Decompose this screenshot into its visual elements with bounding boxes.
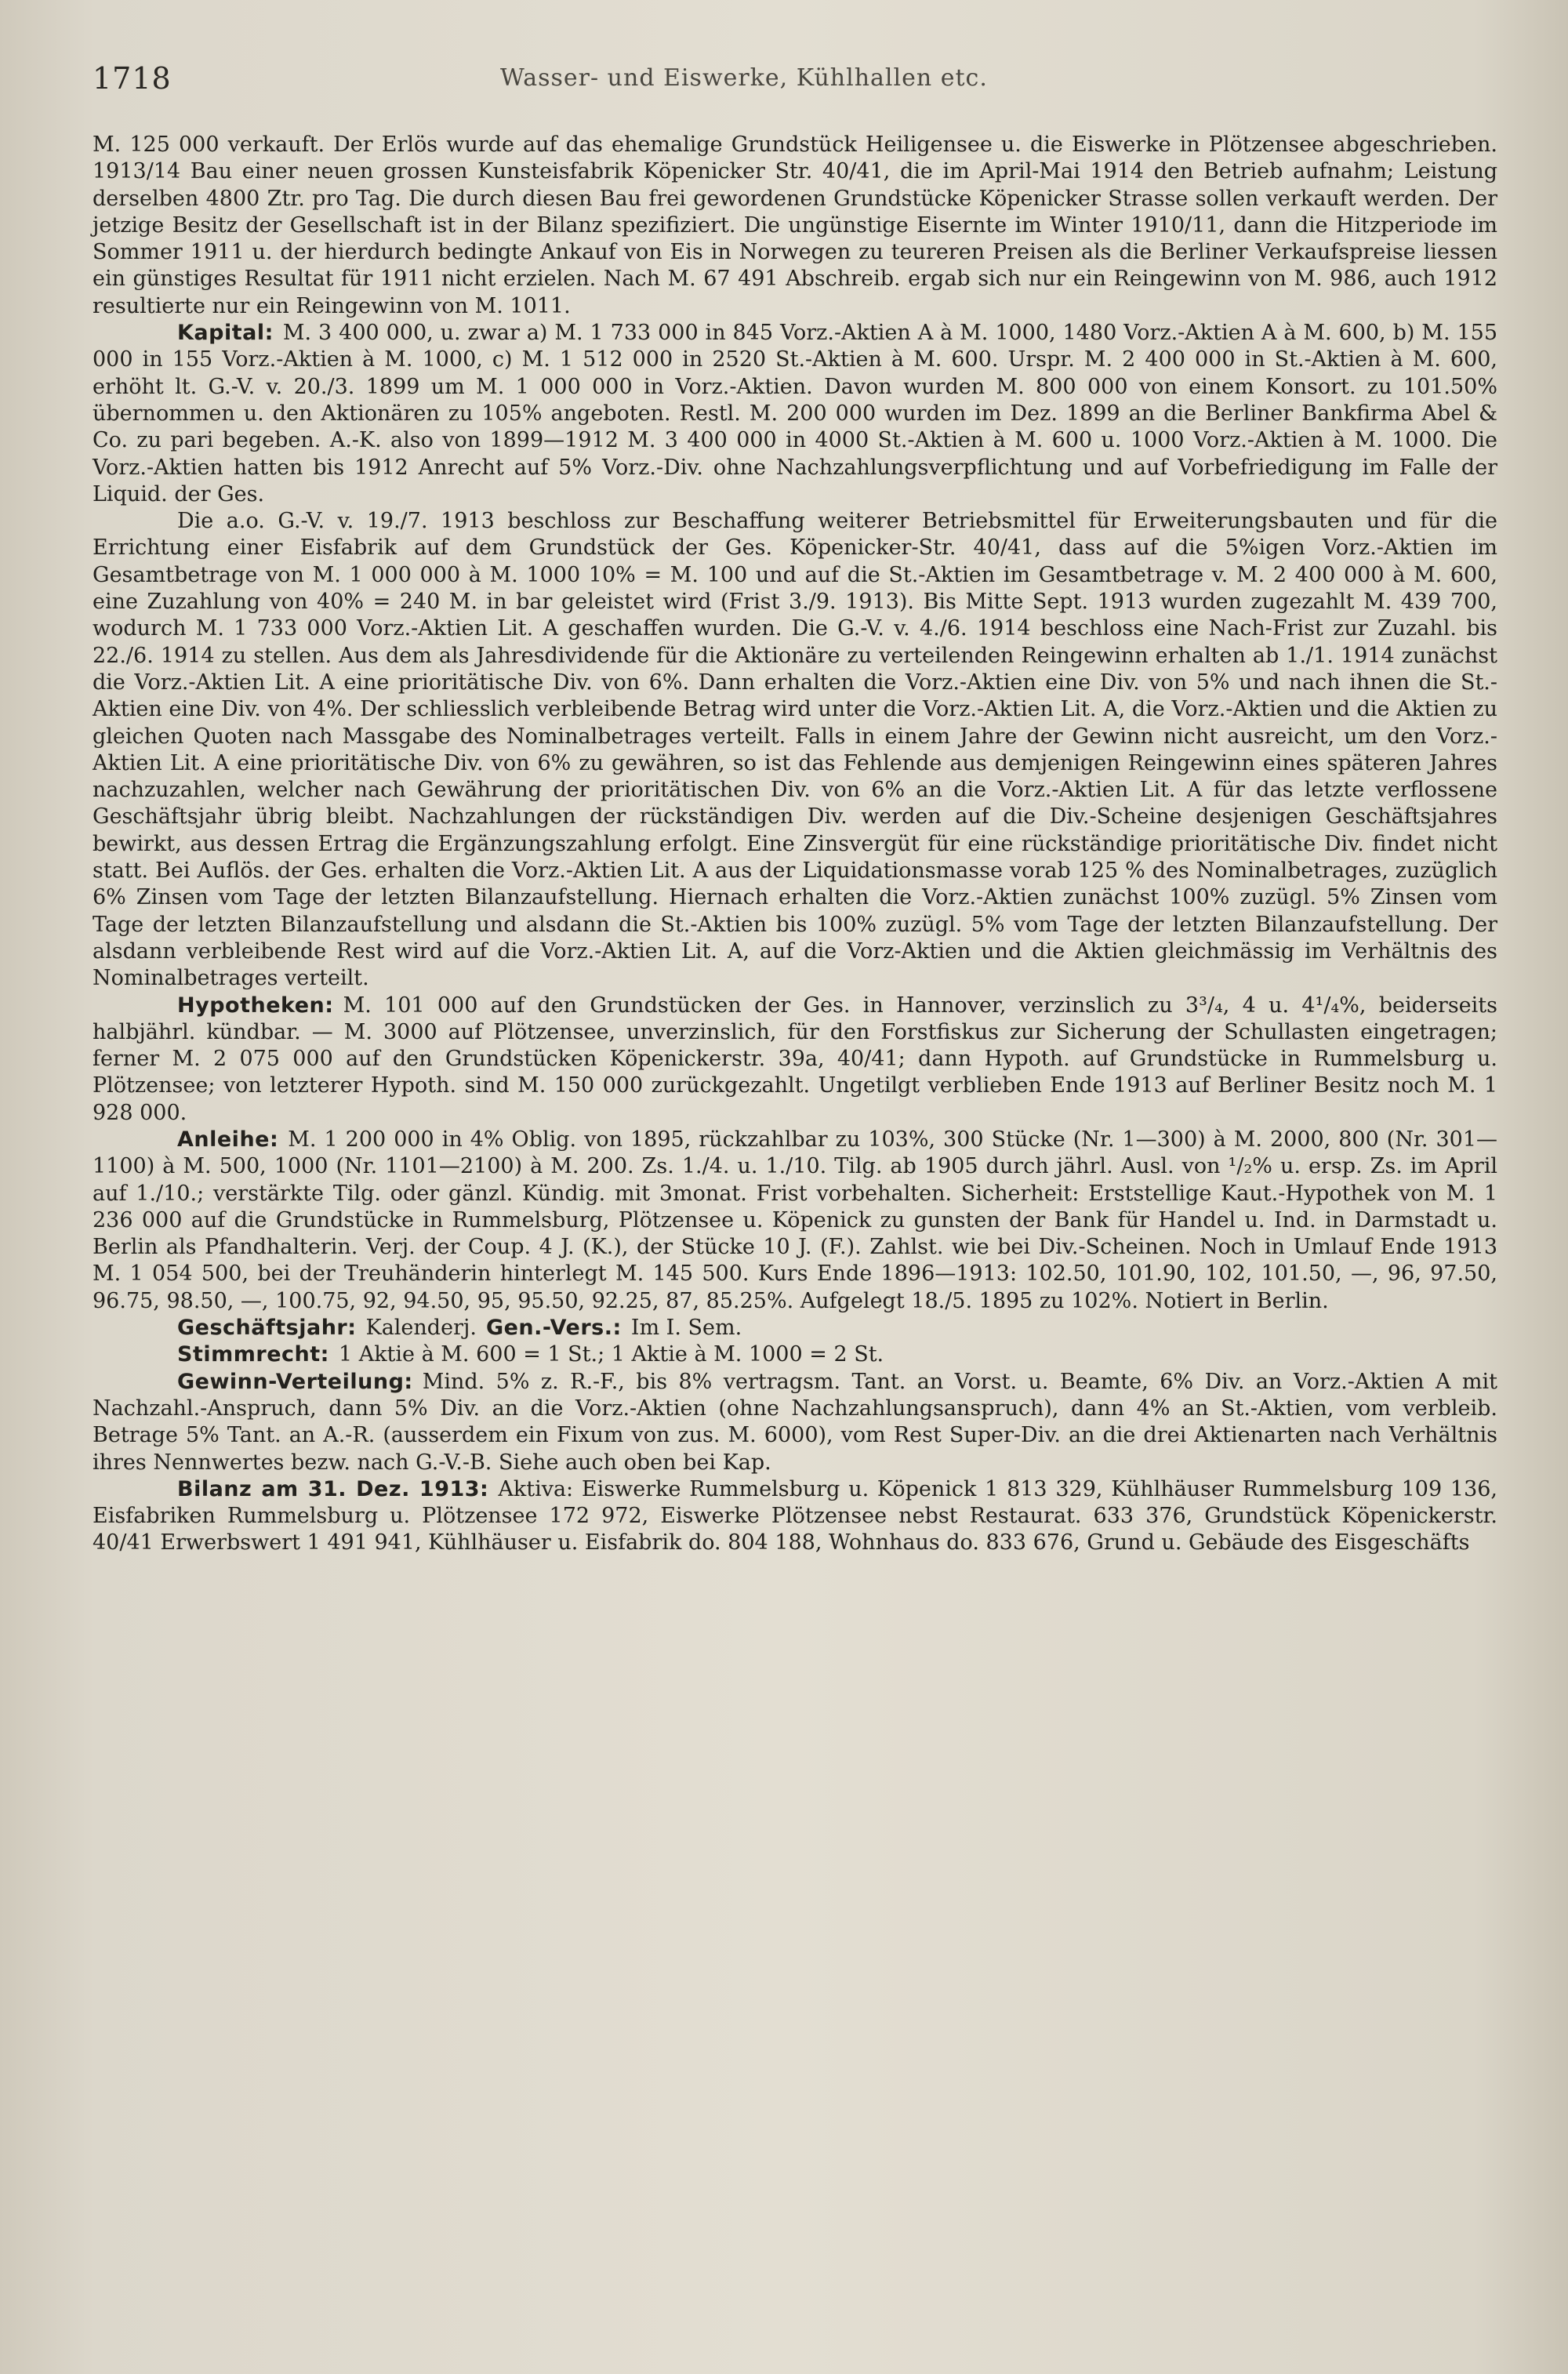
page-header <box>93 61 1521 100</box>
paragraph-text: Aktiva: Eiswerke Rummelsburg u. Köpenick 1 813 329, Kühlhäuser Rummelsburg 109 136, Eisfabriken Rummelsburg u. Plötzensee 172 972, Eiswerke Plötzensee nebst Restaurat. 633 376, Grundstück Köpenickerstr. 40/41 Erwerbswert 1 491 941, Kühlhäuser u. Eisfabrik do. 804 188, Wohnhaus do. 833 676, Grund u. Gebäude des Eisgeschäfts <box>93 1476 1498 1555</box>
section-lead-geschaeftsjahr: Geschäftsjahr: <box>177 1316 357 1341</box>
paragraph-hypotheken <box>93 993 1497 1127</box>
paragraph-text: M. 101 000 auf den Grundstücken der Ges. in Hannover, verzinslich zu 3³/₄, 4 u. 4¹/₄%, beiderseits halbjährl. kündbar. — M. 3000 auf Plötzensee, unverzinslich, für den Forstfiskus zur Sicherung der Schullasten eingetragen; ferner M. 2 075 000 auf den Grundstücken Köpenickerstr. 39a, 40/41; dann Hypoth. auf Grundstücke in Rummelsburg u. Plötzensee; von letzterer Hypoth. sind M. 150 000 zurückgezahlt. Ungetilgt verblieben Ende 1913 auf Berliner Besitz noch M. 1 928 000. <box>93 993 1497 1125</box>
paragraph-kapital <box>93 320 1497 508</box>
paragraph-text: 1 Aktie à M. 600 = 1 St.; 1 Aktie à M. 1000 = 2 St. <box>338 1342 884 1367</box>
paragraph-text: Kalenderj. <box>365 1316 477 1341</box>
paragraph-anleihe <box>93 1127 1497 1315</box>
paragraph-geschaeftsjahr <box>93 1315 1497 1341</box>
document-body <box>93 132 1497 1557</box>
section-lead-kapital: Kapital: <box>177 321 274 346</box>
paragraph-text: M. 3 400 000, u. zwar a) M. 1 733 000 in 845 Vorz.-Aktien A à M. 1000, 1480 Vorz.-Aktien A à M. 600, b) M. 155 000 in 155 Vorz.-Aktien à M. 1000, c) M. 1 512 000 in 2520 St.-Aktien à M. 600. Urspr. M. 2 400 000 in St.-Aktien à M. 600, erhöht lt. G.-V. v. 20./3. 1899 um M. 1 000 000 in Vorz.-Aktien. Davon wurden M. 800 000 von einem Konsort. zu 101.50% übernommen u. den Aktionären zu 105% angeboten. Restl. M. 200 000 wurden im Dez. 1899 an die Berliner Bankfirma Abel & Co. zu pari begeben. A.-K. also von 1899—1912 M. 3 400 000 in 4000 St.-Aktien à M. 600 u. 1000 Vorz.-Aktien à M. 1000. Die Vorz.-Aktien hatten bis 1912 Anrecht auf 5% Vorz.-Div. ohne Nachzahlungsverpflichtung und auf Vorbefriedigung im Falle der Liquid. der Ges. <box>93 321 1497 506</box>
paragraph-bilanz <box>93 1476 1497 1557</box>
paragraph-text: Mind. 5% z. R.-F., bis 8% vertragsm. Tant. an Vorst. u. Beamte, 6% Div. an Vorz.-Aktien A mit Nachzahl.-Anspruch, dann 5% Div. an die Vorz.-Aktien (ohne Nachzahlungsanspruch), dann 4% an St.-Aktien, vom verbleib. Betrage 5% Tant. an A.-R. (ausserdem ein Fixum von zus. M. 6000), vom Rest Super-Div. an die drei Aktienarten nach Verhältnis ihres Nennwertes bezw. nach G.-V.-B. Siehe auch oben bei Kap. <box>93 1369 1497 1475</box>
paragraph-gv-beschluss <box>93 508 1497 992</box>
section-lead-anleihe: Anleihe: <box>177 1127 279 1152</box>
section-lead-stimmrecht: Stimmrecht: <box>177 1342 329 1367</box>
section-lead-gewinn-verteilung: Gewinn-Verteilung: <box>177 1369 413 1394</box>
paragraph-intro <box>93 132 1497 320</box>
paragraph-text: M. 1 200 000 in 4% Oblig. von 1895, rückzahlbar zu 103%, 300 Stücke (Nr. 1—300) à M. 2000, 800 (Nr. 301—1100) à M. 500, 1000 (Nr. 1101—2100) à M. 200. Zs. 1./4. u. 1./10. Tilg. ab 1905 durch jährl. Ausl. von ¹/₂% u. ersp. Zs. im April auf 1./10.; verstärkte Tilg. oder gänzl. Kündig. mit 3monat. Frist vorbehalten. Sicherheit: Erststellige Kaut.-Hypothek von M. 1 236 000 auf die Grundstücke in Rummelsburg, Plötzensee u. Köpenick zu gunsten der Bank für Handel u. Ind. in Darmstadt u. Berlin als Pfandhalterin. Verj. der Coup. 4 J. (K.), der Stücke 10 J. (F.). Zahlst. wie bei Div.-Scheinen. Noch in Umlauf Ende 1913 M. 1 054 500, bei der Treuhänderin hinterlegt M. 145 500. Kurs Ende 1896—1913: 102.50, 101.90, 102, 101.50, —, 96, 97.50, 96.75, 98.50, —, 100.75, 92, 94.50, 95, 95.50, 92.25, 87, 85.25%. Aufgelegt 18./5. 1895 zu 102%. Notiert in Berlin. <box>93 1127 1497 1313</box>
section-lead-gen-vers: Gen.-Vers.: <box>485 1316 622 1341</box>
paragraph-text: Im I. Sem. <box>630 1316 742 1341</box>
section-lead-bilanz: Bilanz am 31. Dez. 1913: <box>177 1476 489 1501</box>
page-number: 1718 <box>93 61 172 96</box>
paragraph-text: M. 125 000 verkauft. Der Erlös wurde auf das ehemalige Grundstück Heiligensee u. die Eiswerke in Plötzensee abgeschrieben. 1913/14 Bau einer neuen grossen Kunsteisfabrik Köpenicker Str. 40/41, die im April-Mai 1914 den Betrieb aufnahm; Leistung derselben 4800 Ztr. pro Tag. Die durch diesen Bau frei gewordenen Grundstücke Köpenicker Strasse sollen verkauft werden. Der jetzige Besitz der Gesellschaft ist in der Bilanz spezifiziert. Die ungünstige Eisernte im Winter 1910/11, dann die Hitzperiode im Sommer 1911 u. der hierdurch bedingte Ankauf von Eis in Norwegen zu teureren Preisen als die Berliner Verkaufspreise liessen ein günstiges Resultat für 1911 nicht erzielen. Nach M. 67 491 Abschreib. ergab sich nur ein Reingewinn von M. 986, auch 1912 resultierte nur ein Reingewinn von M. 1011. <box>93 132 1497 318</box>
running-head: Wasser- und Eiswerke, Kühlhallen etc. <box>500 64 988 92</box>
paragraph-gewinn-verteilung <box>93 1369 1497 1476</box>
paragraph-stimmrecht <box>93 1341 1497 1368</box>
paragraph-text: Die a.o. G.-V. v. 19./7. 1913 beschloss zur Beschaffung weiterer Betriebsmittel für Erweiterungsbauten und für die Errichtung einer Eisfabrik auf dem Grundstück der Ges. Köpenicker-Str. 40/41, dass auf die 5%igen Vorz.-Aktien im Gesamtbetrage von M. 1 000 000 à M. 1000 10% = M. 100 und auf die St.-Aktien im Gesamtbetrage v. M. 2 400 000 à M. 600, eine Zuzahlung von 40% = 240 M. in bar geleistet wird (Frist 3./9. 1913). Bis Mitte Sept. 1913 wurden zugezahlt M. 439 700, wodurch M. 1 733 000 Vorz.-Aktien Lit. A geschaffen wurden. Die G.-V. v. 4./6. 1914 beschloss eine Nach-Frist zur Zuzahl. bis 22./6. 1914 zu stellen. Aus dem als Jahresdividende für die Aktionäre zu verteilenden Reingewinn erhalten ab 1./1. 1914 zunächst die Vorz.-Aktien Lit. A eine prioritätische Div. von 6%. Dann erhalten die Vorz.-Aktien eine Div. von 5% und nach ihnen die St.-Aktien eine Div. von 4%. Der schliesslich verbleibende Betrag wird unter die Vorz.-Aktien Lit. A, die Vorz.-Aktien und die Aktien zu gleichen Quoten nach Massgabe des Nominalbetrages verteilt. Falls in einem Jahre der Gewinn nicht ausreicht, um den Vorz.-Aktien Lit. A eine prioritätische Div. von 6% zu gewähren, so ist das Fehlende aus demjenigen Reingewinn eines späteren Jahres nachzuzahlen, welcher nach Gewährung der prioritätischen Div. von 6% an die Vorz.-Aktien Lit. A für das letzte verflossene Geschäftsjahr übrig bleibt. Nachzahlungen der rückständigen Div. werden auf die Div.-Scheine desjenigen Geschäftsjahres bewirkt, aus dessen Ertrag die Ergänzungszahlung erfolgt. Eine Zinsvergüt für eine rückständige prioritätische Div. findet nicht statt. Bei Auflös. der Ges. erhalten die Vorz.-Aktien Lit. A aus der Liquidationsmasse vorab 125 % des Nominalbetrages, zuzüglich 6% Zinsen vom Tage der letzten Bilanzaufstellung. Hiernach erhalten die Vorz.-Aktien zunächst 100% zuzügl. 5% Zinsen vom Tage der letzten Bilanzaufstellung und alsdann die St.-Aktien bis 100% zuzügl. 5% vom Tage der letzten Bilanzaufstellung. Der alsdann verbleibende Rest wird auf die Vorz.-Aktien Lit. A, auf die Vorz-Aktien und die Aktien gleichmässig im Verhältnis des Nominalbetrages verteilt. <box>93 509 1497 991</box>
section-lead-hypotheken: Hypotheken: <box>177 993 334 1018</box>
